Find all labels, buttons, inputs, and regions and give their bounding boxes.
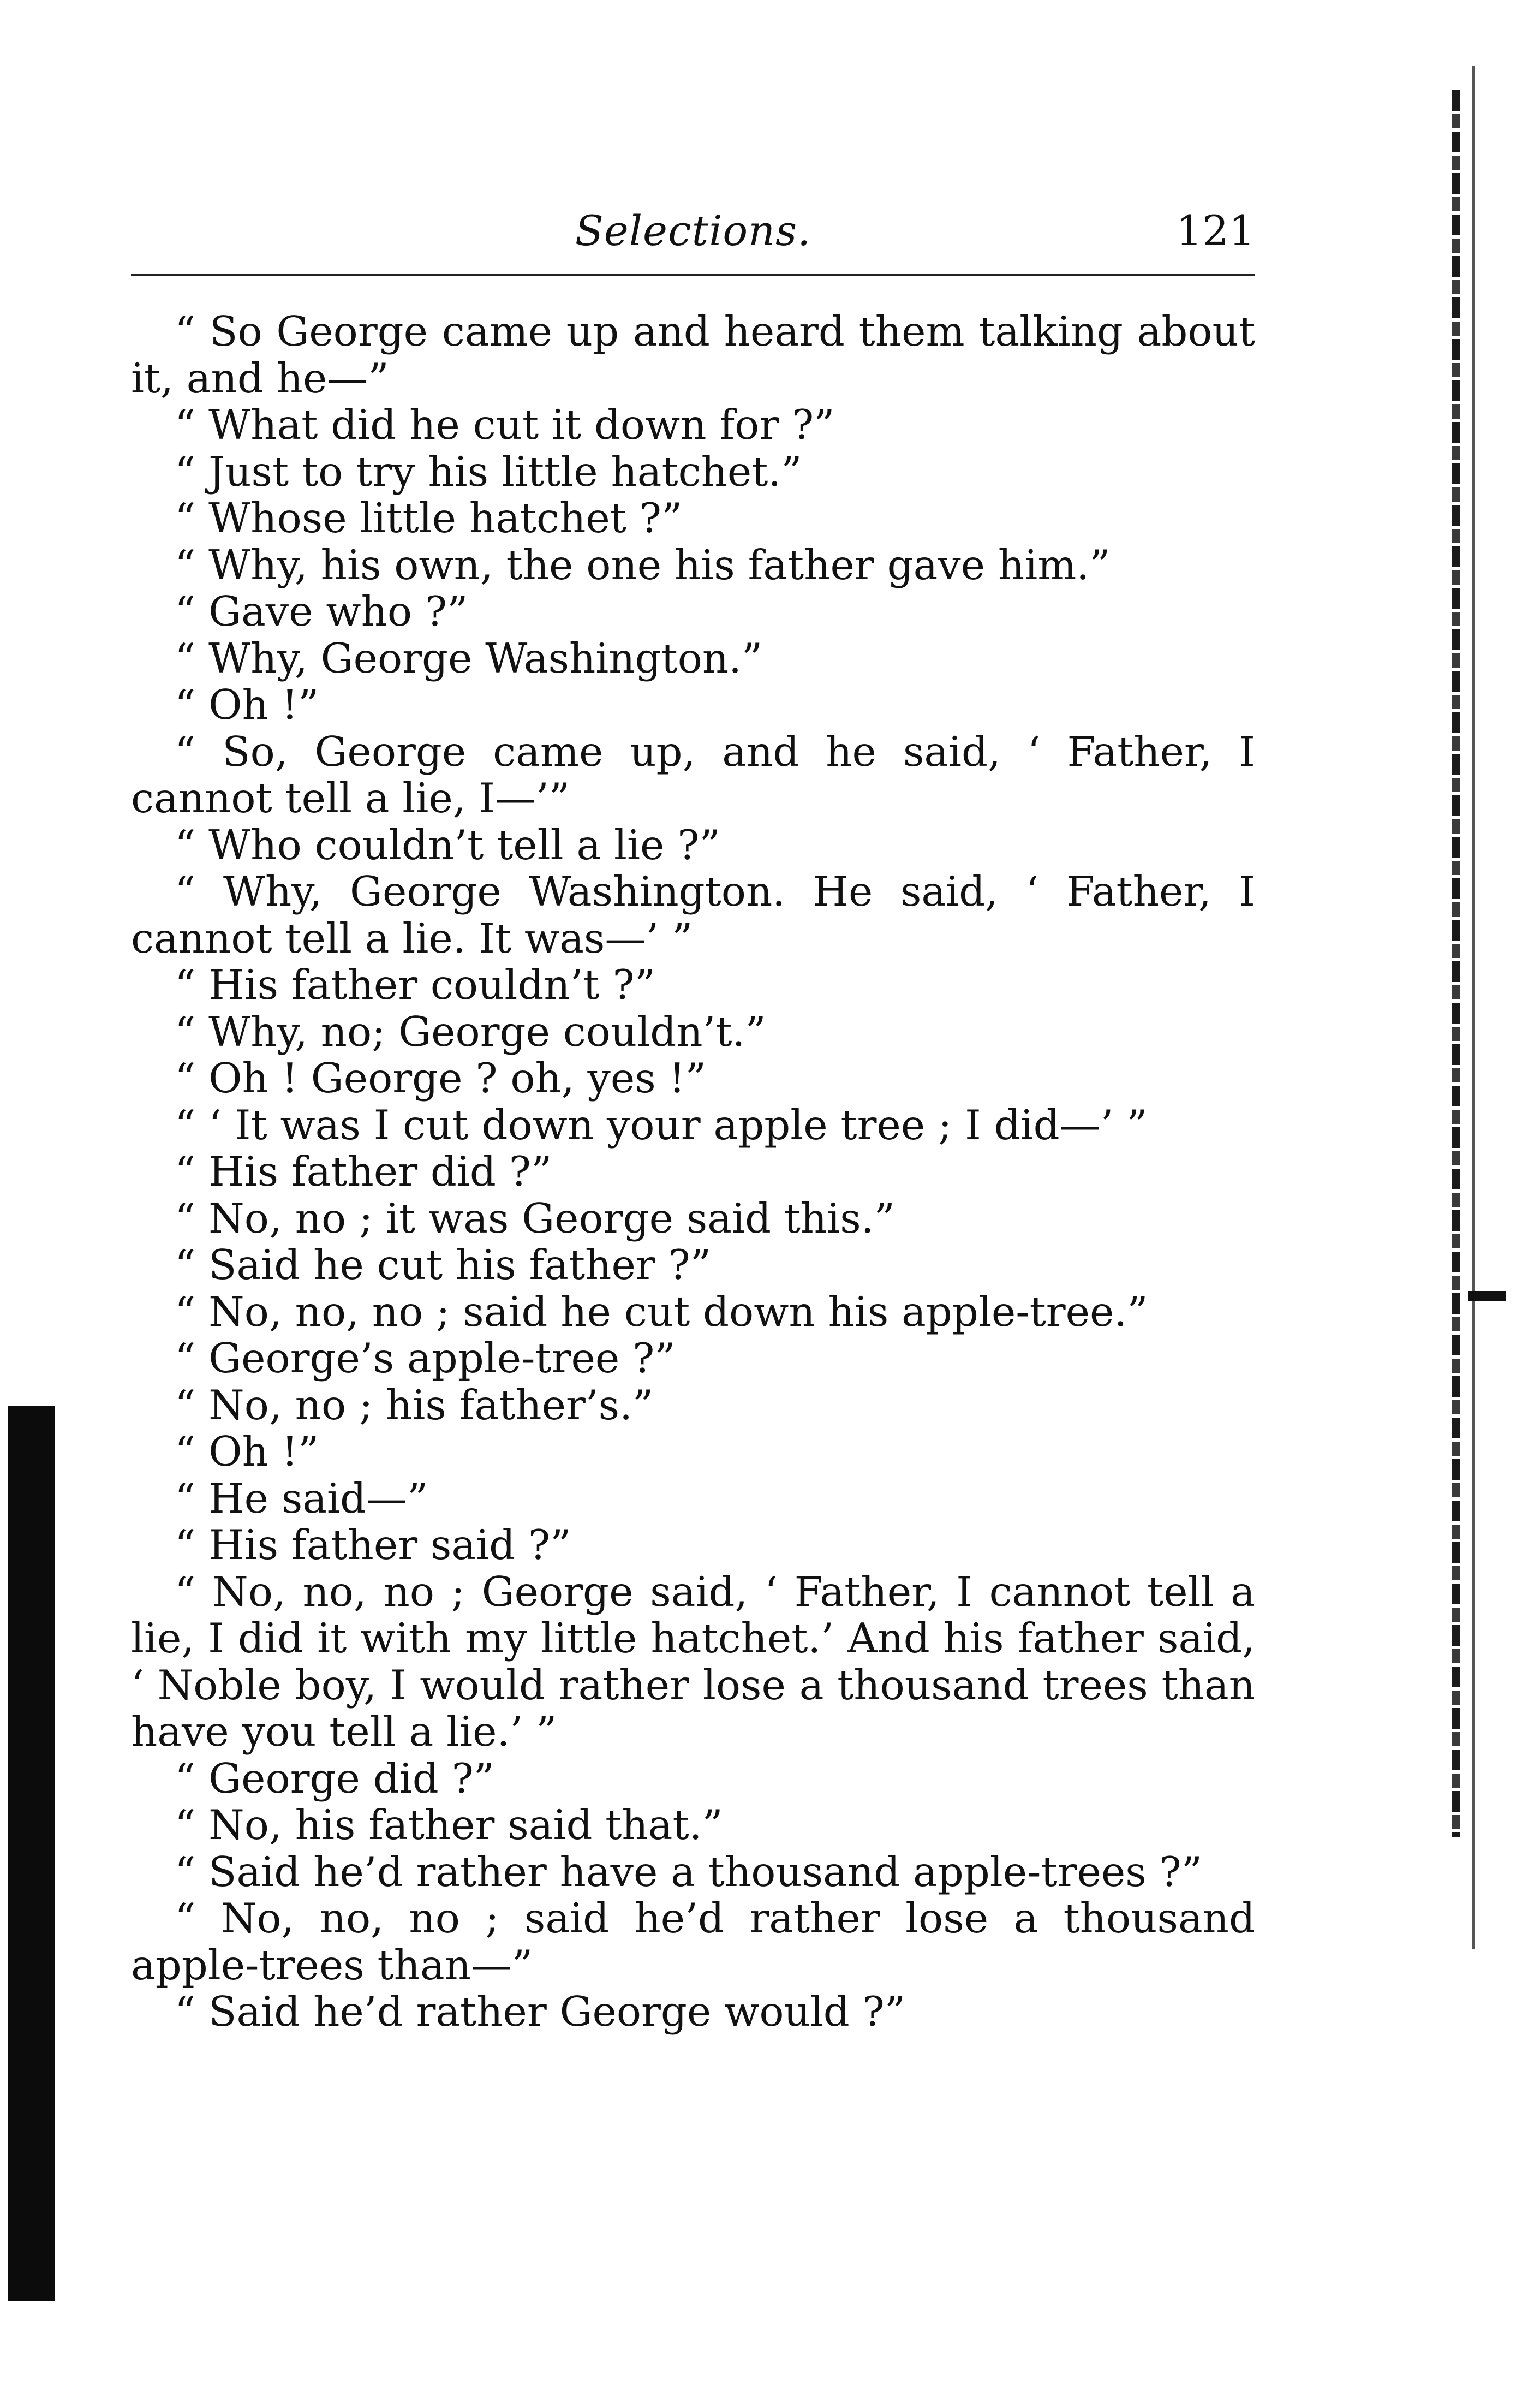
paragraph: “ So George came up and heard them talking about it, and he—” (131, 307, 1255, 402)
running-title: Selections. (575, 206, 811, 255)
paragraph: “ So, George came up, and he said, ‘ Father, I cannot tell a lie, I—’” (131, 727, 1255, 822)
scan-edge-shadow-right (1452, 90, 1460, 1837)
paragraph: “ George’s apple-tree ?” (175, 1334, 676, 1382)
paragraph: “ Why, George Washington. He said, ‘ Father, I cannot tell a lie. It was—’ ” (131, 867, 1255, 962)
paragraph: “ No, no, no ; George said, ‘ Father, I cannot tell a lie, I did it with my little hatchet.’ And his father said, ‘ Noble boy, I would rather lose a thousand trees than have you tell a lie.’ ” (131, 1567, 1255, 1756)
paragraph: “ Why, his own, the one his father gave him.” (175, 540, 1111, 589)
paragraph: “ No, no ; it was George said this.” (175, 1194, 895, 1242)
paragraph: “ No, his father said that.” (175, 1801, 723, 1849)
paragraph: “ Oh ! George ? oh, yes !” (175, 1054, 707, 1102)
paragraph: “ Gave who ?” (175, 587, 468, 635)
paragraph: “ Said he’d rather have a thousand apple-trees ?” (175, 1847, 1203, 1896)
page-number: 121 (1175, 206, 1255, 255)
paragraph: “ His father did ?” (175, 1147, 552, 1195)
header-rule (131, 274, 1255, 276)
paragraph: “ Who couldn’t tell a lie ?” (175, 820, 720, 869)
running-header (131, 201, 1255, 261)
paragraph: “ George did ?” (175, 1754, 495, 1802)
paragraph: “ His father said ?” (175, 1521, 571, 1569)
paragraph: “ He said—” (175, 1474, 428, 1522)
scan-edge-shadow-left (8, 1406, 55, 2301)
scan-edge-line-right (1472, 66, 1475, 1949)
paragraph: “ No, no, no ; said he’d rather lose a thousand apple-trees than—” (131, 1894, 1255, 1989)
paragraph: “ No, no ; his father’s.” (175, 1381, 654, 1429)
paragraph: “ His father couldn’t ?” (175, 961, 656, 1009)
paragraph: “ ‘ It was I cut down your apple tree ; I did—’ ” (175, 1100, 1148, 1149)
paragraph: “ Why, no; George couldn’t.” (175, 1007, 766, 1056)
paragraph: “ What did he cut it down for ?” (175, 401, 835, 449)
paragraph: “ Just to try his little hatchet.” (175, 447, 802, 496)
paragraph: “ Whose little hatchet ?” (175, 494, 683, 542)
paragraph: “ Said he’d rather George would ?” (175, 1988, 906, 2036)
paragraph: “ Oh !” (175, 681, 319, 729)
paragraph: “ No, no, no ; said he cut down his apple-tree.” (175, 1287, 1148, 1336)
paragraph: “ Said he cut his father ?” (175, 1241, 712, 1289)
paragraph: “ Oh !” (175, 1427, 319, 1475)
body-text (131, 308, 1255, 2036)
paragraph: “ Why, George Washington.” (175, 634, 763, 682)
scan-edge-mark (1468, 1291, 1506, 1301)
